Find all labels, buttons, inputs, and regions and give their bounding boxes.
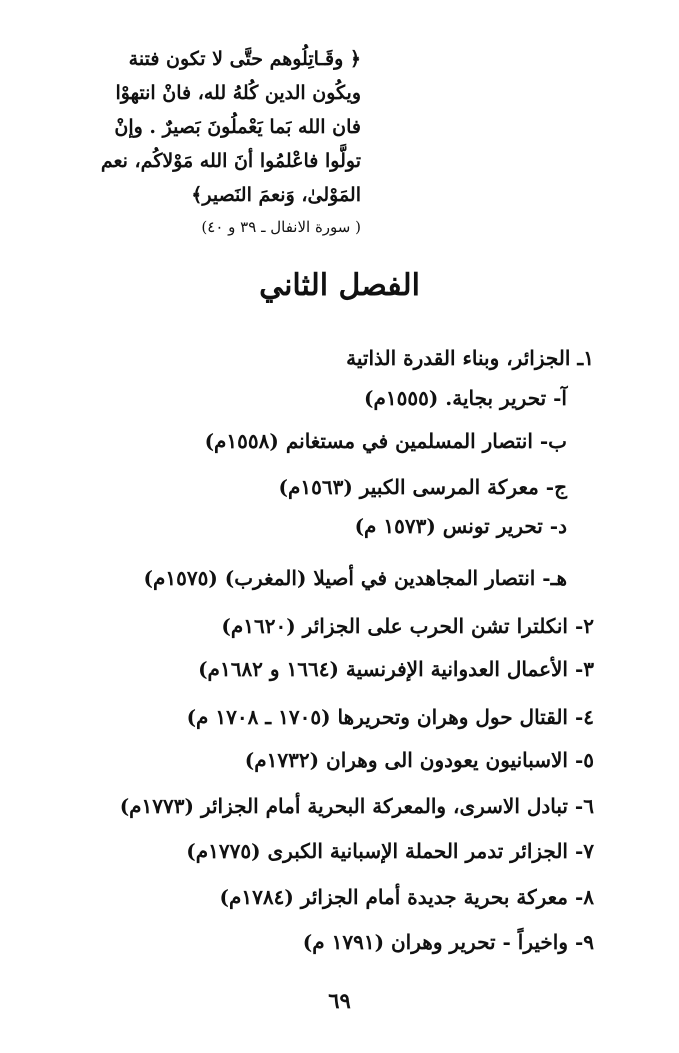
verse-line: المَوْلىٰ، وَنعمَ النَصير﴾: [191, 184, 361, 206]
toc-subitem-e: هـ- انتصار المجاهدين في أصيلا (المغرب) (١٥٧٥م): [143, 566, 567, 590]
verse-line: ﴿ وقَـاتِلُوهم حتَّى لا تكون فتنة: [128, 48, 361, 70]
toc-item-6: ٦- تبادل الاسرى، والمعركة البحرية أمام الجزائر (١٧٧٣م): [119, 794, 594, 818]
toc-subitem-c: ج- معركة المرسى الكبير (١٥٦٣م): [278, 475, 567, 499]
toc-item-7: ٧- الجزائر تدمر الحملة الإسبانية الكبرى (١٧٧٥م): [186, 839, 594, 863]
page-number: ٦٩: [328, 988, 351, 1013]
toc-item-9: ٩- واخيراً - تحرير وهران (١٧٩١ م): [302, 930, 594, 954]
toc-subitem-b: ب- انتصار المسلمين في مستغانم (١٥٥٨م): [204, 429, 567, 453]
toc-item-2: ٢- انكلترا تشن الحرب على الجزائر (١٦٢٠م): [221, 614, 594, 638]
quran-verse-block: [101, 42, 361, 240]
toc-item-5: ٥- الاسبانيون يعودون الى وهران (١٧٣٢م): [244, 748, 594, 772]
toc-item-3: ٣- الأعمال العدوانية الإفرنسية (١٦٦٤ و ١٦٨٢م): [198, 657, 594, 681]
toc-item-1: ١ـ الجزائر، وبناء القدرة الذاتية: [346, 346, 594, 370]
chapter-title: الفصل الثاني: [259, 268, 420, 303]
verse-line: تولَّوا فاعْلمُوا أنَ الله مَوْلاكُم، نعم: [100, 150, 361, 172]
toc-item-4: ٤- القتال حول وهران وتحريرها (١٧٠٥ ـ ١٧٠٨ م): [186, 705, 594, 729]
toc-subitem-a: آ- تحرير بجاية. (١٥٥٥م): [364, 386, 567, 410]
verse-reference: ( سورة الانفال ـ ٣٩ و ٤٠): [201, 218, 361, 236]
verse-line: ويكُون الدين كُلهُ لله، فانْ انتهوْا: [115, 82, 361, 104]
toc-subitem-d: د- تحرير تونس (١٥٧٣ م): [354, 514, 567, 538]
verse-line: فان الله بَما يَعْملُونَ بَصيرٌ . وإنْ: [114, 116, 361, 138]
toc-item-8: ٨- معركة بحرية جديدة أمام الجزائر (١٧٨٤م): [219, 885, 594, 909]
